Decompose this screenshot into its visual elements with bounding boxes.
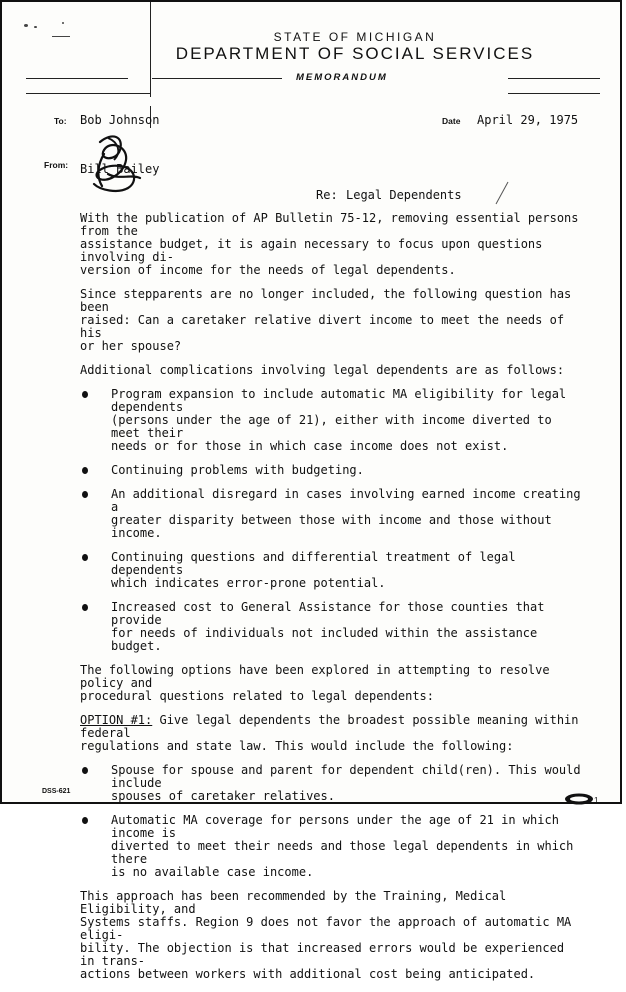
bullet-icon — [82, 467, 88, 474]
bullet-icon — [82, 604, 88, 611]
paragraph-intro: With the publication of AP Bulletin 75-12, removing essential persons from the assistance budget, it is again necessary to focus upon questions involving di- version of income for the needs of legal dependents. — [80, 211, 579, 277]
paragraph-options: The following options have been explored in attempting to resolve policy and procedural questions related to legal dependents: — [80, 663, 550, 703]
paragraph-question: Since stepparents are no longer included, the following question has been raised: Can a caretaker relative divert income to meet the needs of his or her spouse? — [80, 287, 572, 353]
department-heading: DEPARTMENT OF SOCIAL SERVICES — [175, 44, 535, 63]
re-label: Re: — [316, 188, 338, 202]
from-label: From: — [44, 160, 69, 170]
union-label — [564, 788, 598, 807]
memo-rule-right — [508, 78, 600, 79]
paragraph-complications: Additional complications involving legal dependents are as follows: — [80, 363, 565, 377]
list-item: Automatic MA coverage for persons under the age of 21 in which income is diverted to meet their needs and those legal dependents in which there is no available case income. — [80, 814, 585, 879]
form-code: DSS-621 — [42, 788, 71, 795]
to-label: To: — [54, 116, 67, 126]
complications-list — [80, 388, 585, 653]
paragraph-recommendation: This approach has been recommended by the Training, Medical Eligibility, and Systems staffs. Region 9 does not favor the approach of automatic MA eligi- bility. The objection is that increased errors would be experienced in trans- actions between workers with additional cost being anticipated. — [80, 889, 572, 981]
date-value: April 29, 1975 — [477, 113, 579, 127]
list-item: Continuing problems with budgeting. — [80, 464, 585, 477]
option-1-label: OPTION #1: — [80, 713, 153, 727]
memo-rule-mid — [152, 78, 282, 79]
state-heading: STATE OF MICHIGAN — [273, 30, 437, 44]
handwritten-signature — [78, 130, 158, 200]
to-value: Bob Johnson — [80, 113, 160, 127]
list-item: Program expansion to include automatic MA eligibility for legal dependents (persons under the age of 21), either with income diverted to meet their needs or for those in which case income does not exist. — [80, 388, 585, 453]
from-value: Bill Bailey — [80, 162, 160, 176]
memo-body — [80, 212, 585, 992]
bullet-icon — [82, 391, 88, 398]
union-number: 1 — [594, 796, 599, 805]
re-value: Legal Dependents — [346, 188, 462, 202]
date-label: Date — [442, 116, 461, 126]
header-bottom-rule-right — [508, 93, 600, 94]
list-item: Spouse for spouse and parent for dependent child(ren). This would include spouses of caretaker relatives. — [80, 764, 585, 803]
list-item: Increased cost to General Assistance for those counties that provide for needs of individuals not included within the assistance budget. — [80, 601, 585, 653]
option-1-text: Give legal dependents the broadest possible meaning within federal regulations and state law. This would include the following: — [80, 713, 579, 753]
list-item: Continuing questions and differential treatment of legal dependents which indicates error-prone potential. — [80, 551, 585, 590]
list-item: An additional disregard in cases involving earned income creating a greater disparity between those with income and those without income. — [80, 488, 585, 540]
memorandum-title: MEMORANDUM — [296, 72, 388, 83]
header-bottom-rule-left — [26, 93, 150, 94]
stray-pen-mark — [492, 180, 512, 206]
option-1-list — [80, 764, 585, 879]
memorandum-bar — [26, 72, 600, 86]
scan-speck — [62, 22, 64, 24]
bullet-icon — [82, 817, 88, 824]
union-bug-icon — [564, 793, 594, 805]
paragraph-option-1 — [80, 714, 585, 753]
bullet-icon — [82, 491, 88, 498]
scan-speck — [24, 24, 28, 27]
scan-speck — [34, 26, 37, 28]
bullet-icon — [82, 554, 88, 561]
bullet-icon — [82, 767, 88, 774]
memo-rule-left — [26, 78, 128, 79]
